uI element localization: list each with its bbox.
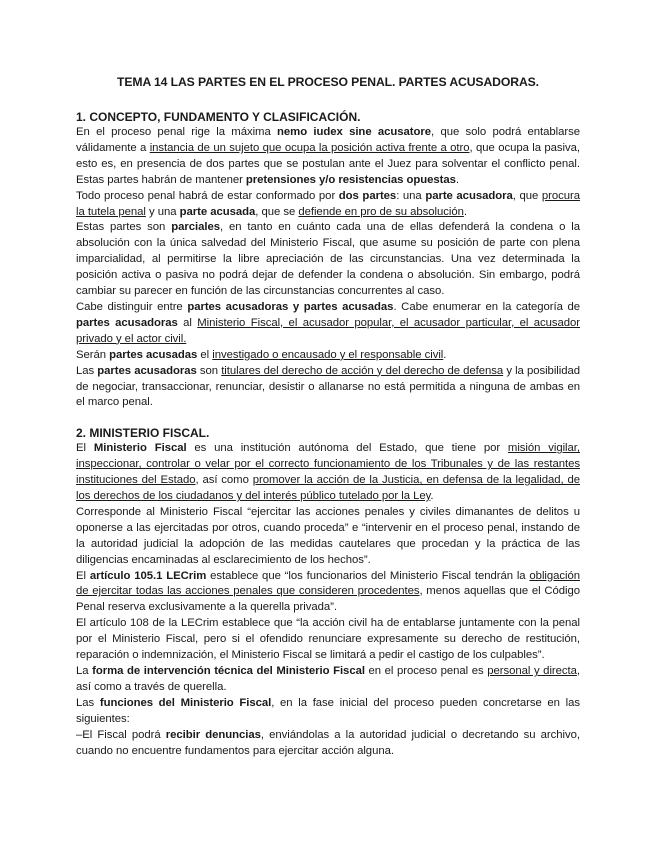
- section-2-paragraph-7: –El Fiscal podrá recibir denuncias, enviándolas a la autoridad judicial o decretando su archivo, cuando no encuentre fundamentos para ejercitar acción alguna.: [76, 728, 580, 757]
- section-2-paragraph-1: El Ministerio Fiscal es una institución autónoma del Estado, que tiene por misión vigilar, inspeccionar, controlar o velar por el correcto funcionamiento de los Tribunales y de las restantes instituciones del Estado, así como promover la acción de la Justicia, en defensa de la legalidad, de los derechos de los ciudadanos y del interés público tutelado por la Ley.: [76, 442, 580, 503]
- section-2-paragraph-3: El artículo 105.1 LECrim establece que “los funcionarios del Ministerio Fiscal tendrán la obligación de ejercitar todas las acciones penales que consideren procedentes, menos aquellas que el Código Penal reserva exclusivamente a la querella privada”.: [76, 569, 581, 614]
- section-1-paragraph-1: En el proceso penal rige la máxima nemo iudex sine acusatore, que solo podrá entablarse válidamente a instancia de un sujeto que ocupa la posición activa frente a otro, que ocupa la pasiva, esto es, en presencia de dos partes que se postulan ante el Juez para solventar el conflicto penal. Estas partes habrán de mantener pretensiones y/o resistencias opuestas.: [76, 126, 580, 186]
- section-1-paragraph-3: Estas partes son parciales, en tanto en cuánto cada una de ellas defenderá la condena o la absolución con la única salvedad del Ministerio Fiscal, que asume su posición de parte con plena imparcialidad, al permitirse la libre apreciación de las circunstancias. Una vez determinada la posición activa o pasiva no podrá dejar de defender la condena o absolución. Sin embargo, podrá cambiar su parecer en función de las circunstancias concurrentes al caso.: [76, 221, 580, 298]
- section-1-paragraph-4: Cabe distinguir entre partes acusadoras y partes acusadas. Cabe enumerar en la categoría de partes acusadoras al Ministerio Fiscal, el acusador popular, el acusador particular, el acusador privado y el actor civil.: [76, 300, 581, 345]
- section-2-paragraph-4: El artículo 108 de la LECrim establece que “la acción civil ha de entablarse juntamente con la penal por el Ministerio Fiscal, pero si el ofendido renunciare expresamente su derecho de restitución, reparación o indemnización, el Ministerio Fiscal se limitará a pedir el castigo de los culpables”.: [76, 617, 580, 662]
- section-2-heading: 2. MINISTERIO FISCAL.: [76, 426, 210, 441]
- section-2-paragraph-2: Corresponde al Ministerio Fiscal “ejercitar las acciones penales y civiles dimanantes de delitos u oponerse a las ejercitadas por otros, cuando proceda” e “intervenir en el proceso penal, instando de la autoridad judicial la adopción de las medidas cautelares que procedan y la práctica de las diligencias encaminadas al esclarecimiento de los hechos”.: [76, 505, 580, 566]
- section-1-paragraph-6: Las partes acusadoras son titulares del derecho de acción y del derecho de defensa y la posibilidad de negociar, transaccionar, renunciar, desistir o allanarse no está permitida a ninguna de ambas en el marco penal.: [76, 364, 581, 409]
- section-1-paragraph-5: Serán partes acusadas el investigado o encausado y el responsable civil.: [76, 348, 447, 361]
- section-1-paragraph-2: Todo proceso penal habrá de estar conformado por dos partes: una parte acusadora, que procura la tutela penal y una parte acusada, que se defiende en pro de su absolución.: [76, 189, 580, 218]
- section-1-heading: 1. CONCEPTO, FUNDAMENTO Y CLASIFICACIÓN.: [76, 110, 361, 124]
- document-title: TEMA 14 LAS PARTES EN EL PROCESO PENAL. PARTES ACUSADORAS.: [117, 75, 539, 89]
- section-2-paragraph-5: La forma de intervención técnica del Ministerio Fiscal en el proceso penal es personal y directa, así como a través de querella.: [76, 665, 580, 693]
- section-2-paragraph-6: Las funciones del Ministerio Fiscal, en la fase inicial del proceso pueden concretarse en las siguientes:: [76, 696, 580, 725]
